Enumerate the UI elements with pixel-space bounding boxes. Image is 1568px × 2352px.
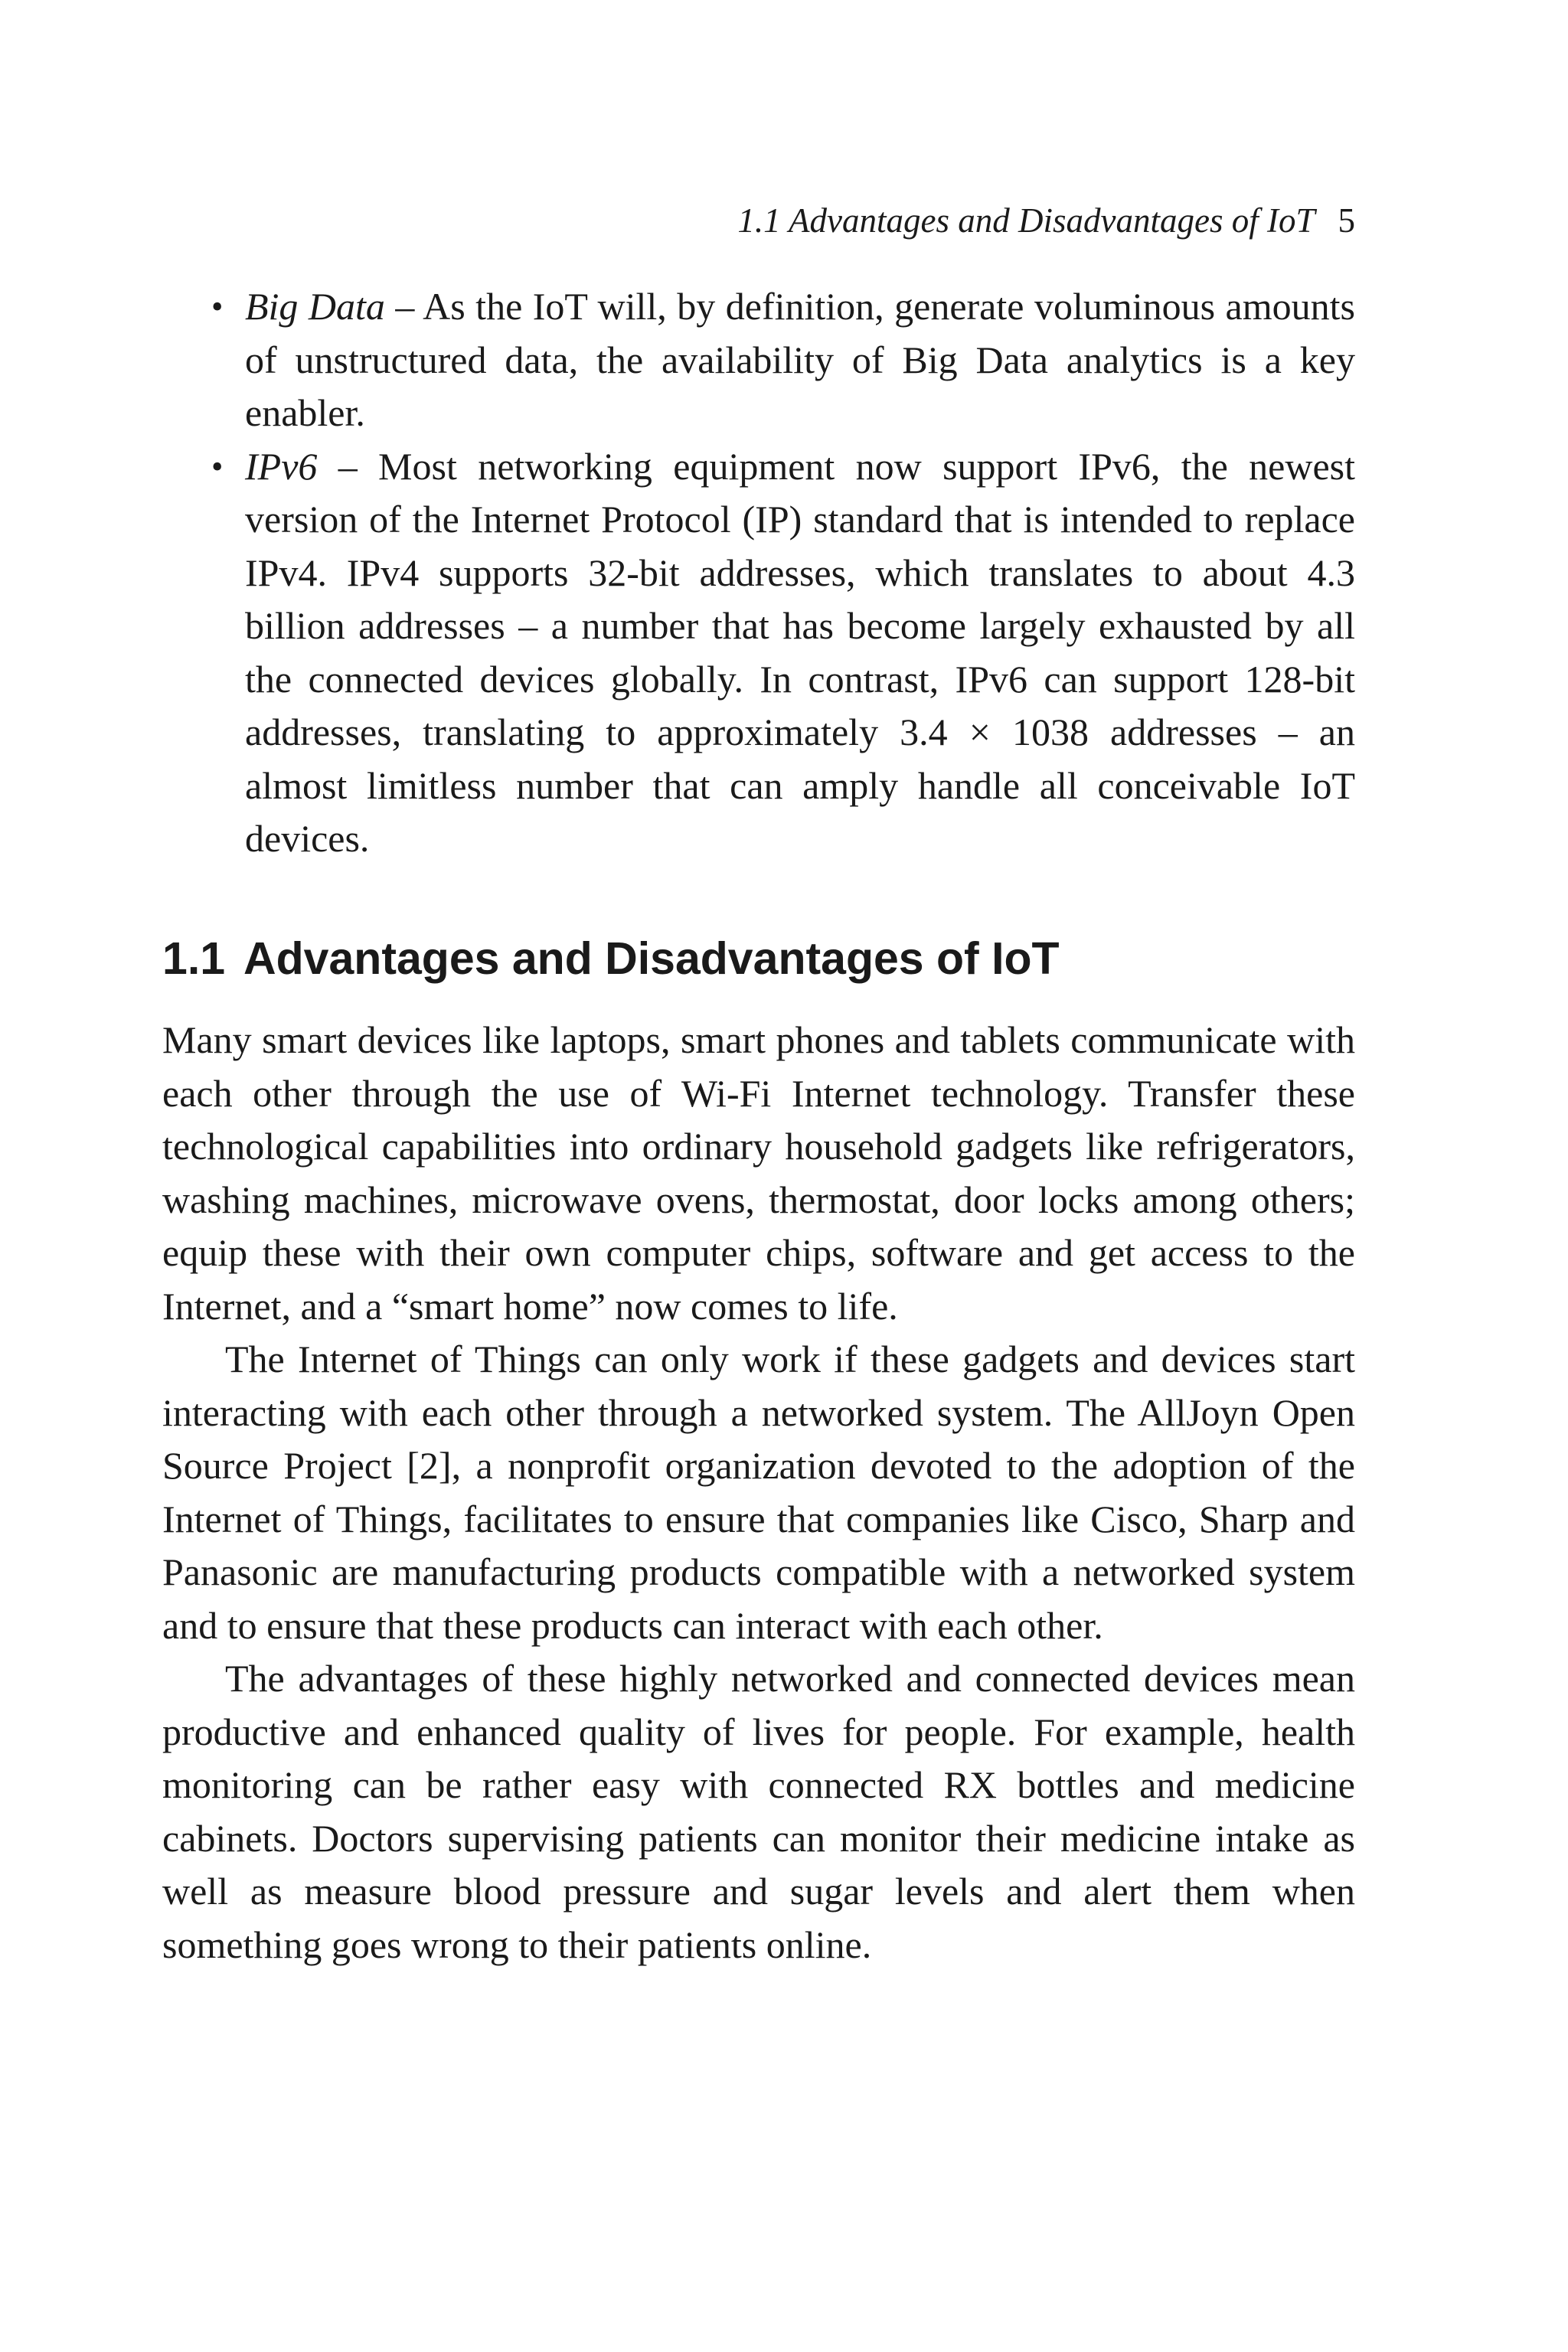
running-head — [737, 198, 1355, 243]
bullet-term: Big Data — [245, 285, 385, 328]
section-title: Advantages and Disadvantages of IoT — [243, 933, 1060, 984]
bullet-dot-icon: • — [211, 447, 224, 485]
bullet-term: IPv6 — [245, 444, 318, 488]
bullet-item-ipv6 — [162, 440, 1355, 866]
bullet-list — [162, 280, 1355, 866]
bullet-text: – Most networking equipment now support IPv6, the newest version of the Internet Protocol (IP) standard that is intended to replace IPv4. IPv4 supports 32-bit addresses, which translates to about 4.3 billion addresses – a number that has become largely exhausted by all the connected devices globally. In contrast, IPv6 can support 128-bit addresses, translating to approximately 3.4 × 1038 addresses – an almost limitless number that can amply handle all conceivable IoT devices. — [245, 444, 1355, 860]
bullet-text: – As the IoT will, by definition, generate voluminous amounts of unstructured data, the availability of Big Data analytics is a key enabler. — [245, 285, 1355, 434]
section-heading — [162, 928, 1060, 989]
body-text — [162, 1014, 1355, 1971]
bullet-dot-icon: • — [211, 288, 224, 325]
page-number: 5 — [1338, 201, 1355, 240]
running-head-title: 1.1 Advantages and Disadvantages of IoT — [737, 201, 1315, 240]
paragraph: The advantages of these highly networked and connected devices mean productive and enhanced quality of lives for people. For example, health monitoring can be rather easy with connected RX bottles and medicine cabinets. Doctors supervising patients can monitor their medicine intake as well as measure blood pressure and sugar levels and alert them when something goes wrong to their patients online. — [162, 1657, 1355, 1966]
paragraph: Many smart devices like laptops, smart phones and tablets communicate with each other through the use of Wi-Fi Internet technology. Transfer these technological capabilities into ordinary household gadgets like refrigerators, washing machines, microwave ovens, thermostat, door locks among others; equip these with their own computer chips, software and get access to the Internet, and a “smart home” now comes to life. — [162, 1018, 1355, 1328]
book-page — [162, 0, 1355, 2352]
section-number: 1.1 — [162, 933, 226, 984]
bullet-item-big-data — [162, 280, 1355, 440]
paragraph: The Internet of Things can only work if these gadgets and devices start interacting with each other through a networked system. The AllJoyn Open Source Project [2], a nonprofit organization devoted to the adoption of the Internet of Things, facilitates to ensure that companies like Cisco, Sharp and Panasonic are manufacturing products compatible with a networked system and to ensure that these products can interact with each other. — [162, 1338, 1355, 1647]
